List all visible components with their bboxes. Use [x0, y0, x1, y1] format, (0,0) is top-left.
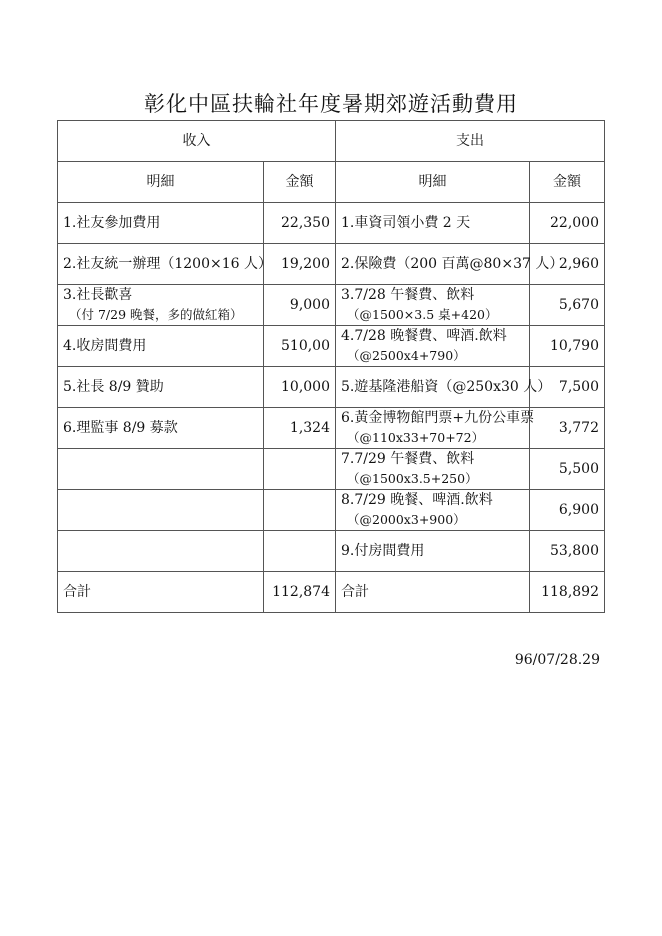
- section-header-row: [58, 121, 605, 162]
- income-item-cell: [58, 203, 264, 244]
- expense-item-cell: [336, 285, 530, 326]
- income-item-note: （付 7/29 晚餐，多的做紅箱）: [69, 307, 243, 322]
- expense-item-cell: [336, 531, 530, 572]
- income-item-cell: [58, 367, 264, 408]
- expense-amount: 2,960: [530, 244, 605, 285]
- expense-ledger-table: [57, 120, 605, 613]
- expense-item-cell: [336, 449, 530, 490]
- income-item-label: 4.收房間費用: [63, 337, 147, 354]
- expense-item-cell: [336, 367, 552, 408]
- income-item-label: 6.理監事 8/9 募款: [63, 419, 178, 436]
- expense-item-label: 7.7/29 午餐費、飲料: [341, 451, 475, 467]
- column-header-row: [58, 162, 605, 203]
- expense-total-amount: 118,892: [530, 572, 605, 613]
- income-amount: 22,350: [264, 203, 336, 244]
- expense-item-cell: [336, 408, 535, 449]
- table-row: [58, 531, 605, 572]
- expense-amount: 22,000: [530, 203, 605, 244]
- expense-item-label: 5.遊基隆港船資（@250x30 人）: [341, 378, 552, 395]
- expense-amount: 7,500: [530, 367, 605, 408]
- table-row: [58, 490, 605, 531]
- income-amount: 9,000: [264, 285, 336, 326]
- table-row: [58, 326, 605, 367]
- expense-amount: 5,500: [530, 449, 605, 490]
- expense-amount: 3,772: [530, 408, 605, 449]
- income-amount: [264, 449, 336, 490]
- table-row: [58, 285, 605, 326]
- totals-row: [58, 572, 605, 613]
- income-amount: [264, 490, 336, 531]
- expense-item-note: （@110x33+70+72）: [347, 430, 485, 445]
- expense-item-note: （@2000x3+900）: [347, 512, 466, 527]
- income-amount: 510,00: [264, 326, 336, 367]
- ledger-rows: [58, 203, 605, 572]
- income-section-header: 收入: [58, 121, 336, 162]
- expense-amount: 5,670: [530, 285, 605, 326]
- expense-item-label: 2.保險費（200 百萬@80×37 人）: [341, 255, 564, 272]
- expense-item-label: 9.付房間費用: [341, 542, 425, 559]
- table-row: [58, 244, 605, 285]
- expense-item-label: 6.黃金博物館門票+九份公車票: [341, 410, 535, 426]
- expense-item-cell: [336, 326, 530, 367]
- expense-amount-header: 金額: [530, 162, 605, 203]
- income-item-cell: [58, 449, 264, 490]
- expense-detail-header: 明細: [336, 162, 530, 203]
- income-amount-header: 金額: [264, 162, 336, 203]
- table-row: [58, 449, 605, 490]
- income-detail-header: 明細: [58, 162, 264, 203]
- income-item-label: 1.社友參加費用: [63, 214, 161, 231]
- expense-item-label: 1.車資司領小費 2 天: [341, 214, 471, 231]
- expense-item-note: （@1500×3.5 桌+420）: [347, 307, 498, 322]
- income-item-cell: [58, 490, 264, 531]
- table-row: [58, 408, 605, 449]
- income-item-cell: [58, 408, 264, 449]
- income-amount: 1,324: [264, 408, 336, 449]
- table-row: [58, 367, 605, 408]
- income-item-label: 3.社長歡喜: [63, 287, 133, 303]
- expense-item-cell: [336, 203, 530, 244]
- income-item-cell: [58, 244, 272, 285]
- income-amount: [264, 531, 336, 572]
- income-amount: 19,200: [264, 244, 336, 285]
- document-date: 96/07/28.29: [514, 652, 600, 668]
- expense-section-header: 支出: [336, 121, 605, 162]
- expense-amount: 10,790: [530, 326, 605, 367]
- expense-item-label: 3.7/28 午餐費、飲料: [341, 287, 475, 303]
- income-amount: 10,000: [264, 367, 336, 408]
- expense-item-note: （@2500x4+790）: [347, 348, 466, 363]
- expense-item-note: （@1500x3.5+250）: [347, 471, 478, 486]
- income-total-label: 合計: [58, 572, 264, 613]
- income-item-label: 2.社友統一辦理（1200×16 人）: [63, 255, 272, 272]
- income-item-label: 5.社長 8/9 贊助: [63, 378, 164, 395]
- expense-item-label: 4.7/28 晚餐費、啤酒.飲料: [341, 328, 507, 344]
- expense-item-label: 8.7/29 晚餐、啤酒.飲料: [341, 492, 493, 508]
- expense-amount: 53,800: [530, 531, 605, 572]
- expense-total-label: 合計: [336, 572, 530, 613]
- expense-amount: 6,900: [530, 490, 605, 531]
- expense-item-cell: [336, 244, 564, 285]
- income-item-cell: [58, 285, 264, 326]
- income-item-cell: [58, 531, 264, 572]
- expense-item-cell: [336, 490, 530, 531]
- income-item-cell: [58, 326, 264, 367]
- document-title: 彰化中區扶輪社年度暑期郊遊活動費用: [144, 92, 518, 116]
- income-total-amount: 112,874: [264, 572, 336, 613]
- table-row: [58, 203, 605, 244]
